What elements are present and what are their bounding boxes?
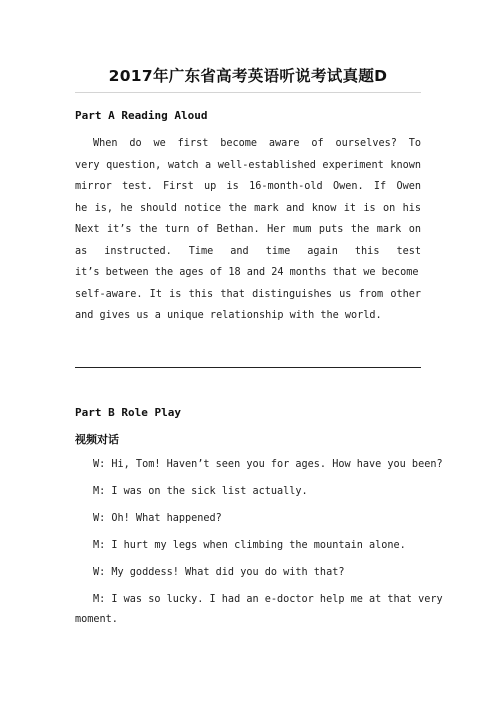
- passage-line: mirror test. First up is 16-month-old Owen. If Owen: [75, 181, 421, 192]
- passage-line: self-aware. It is this that distinguishes us from other: [75, 288, 421, 300]
- dialogue-line: W: My goddess! What did you do with that?: [93, 567, 345, 578]
- dialogue-line: M: I hurt my legs when climbing the mountain alone.: [93, 540, 406, 551]
- dialogue-continuation: moment.: [75, 614, 118, 625]
- passage-line: When do we first become aware of ourselves? To: [93, 138, 421, 149]
- dialogue-line: W: Oh! What happened?: [93, 513, 222, 524]
- dialogue-line: M: I was on the sick list actually.: [93, 486, 308, 497]
- part-a-heading: Part A Reading Aloud: [75, 109, 208, 122]
- passage-line: very question, watch a well-established experiment known: [75, 159, 421, 171]
- part-b-subheading: 视频对话: [75, 433, 119, 446]
- passage-line: Next it’s the turn of Bethan. Her mum puts the mark on: [75, 224, 421, 235]
- part-b-heading: Part B Role Play: [75, 406, 181, 419]
- dialogue-line: M: I was so lucky. I had an e-doctor help me at that very: [93, 594, 443, 605]
- document-title: 2017年广东省高考英语听说考试真题D: [108, 67, 388, 85]
- passage-line: he is, he should notice the mark and know it is on his: [75, 202, 421, 214]
- passage-line: it’s between the ages of 18 and 24 months that we become: [75, 267, 419, 278]
- passage-line: as instructed. Time and time again this test: [75, 245, 421, 257]
- dialogue-line: W: Hi, Tom! Haven’t seen you for ages. How have you been?: [93, 459, 443, 470]
- title-divider: [75, 92, 421, 93]
- part-a-passage: [75, 133, 421, 327]
- passage-line: and gives us a unique relationship with the world.: [75, 310, 382, 321]
- section-divider: [75, 367, 421, 368]
